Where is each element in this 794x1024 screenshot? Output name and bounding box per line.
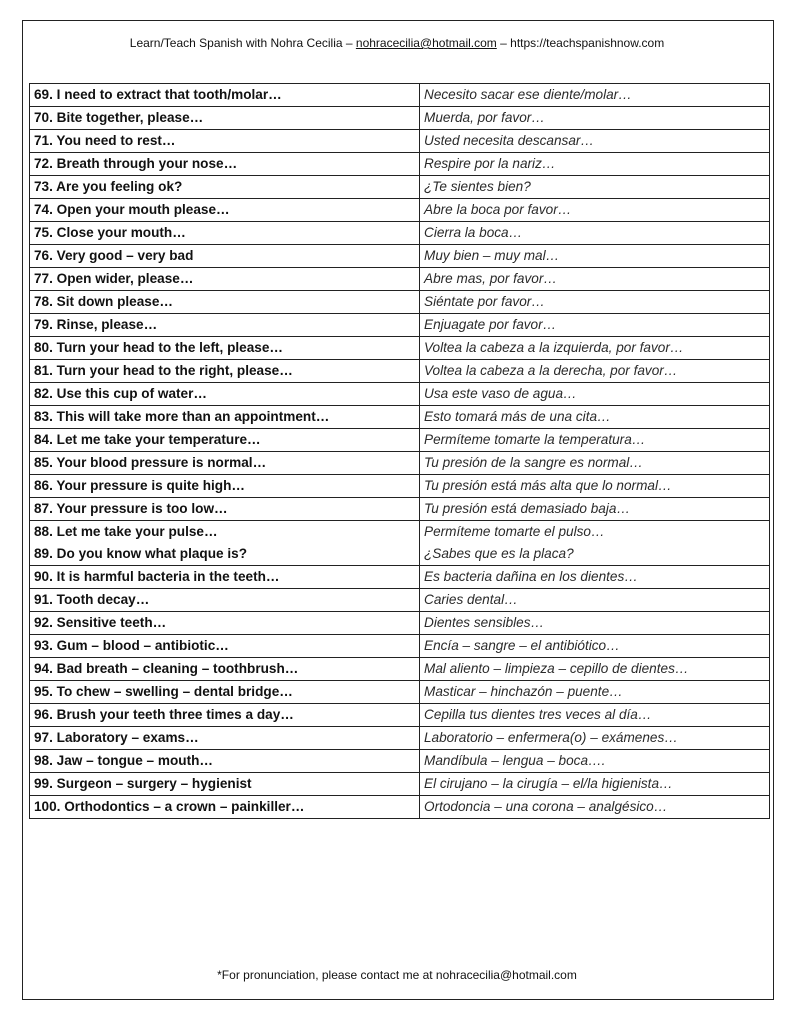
- spanish-translation: Abre la boca por favor…: [420, 199, 770, 222]
- table-row: [30, 796, 770, 819]
- table-row: [30, 750, 770, 773]
- spanish-translation: Laboratorio – enfermera(o) – exámenes…: [420, 727, 770, 750]
- english-phrase: 86. Your pressure is quite high…: [30, 475, 420, 498]
- table-row: [30, 589, 770, 612]
- spanish-translation: Esto tomará más de una cita…: [420, 406, 770, 429]
- english-phrase: 88. Let me take your pulse…: [30, 521, 420, 544]
- english-phrase: 91. Tooth decay…: [30, 589, 420, 612]
- spanish-translation: Cierra la boca…: [420, 222, 770, 245]
- english-phrase: 76. Very good – very bad: [30, 245, 420, 268]
- english-phrase: 78. Sit down please…: [30, 291, 420, 314]
- spanish-translation: Tu presión está demasiado baja…: [420, 498, 770, 521]
- spanish-translation: ¿Te sientes bien?: [420, 176, 770, 199]
- english-phrase: 85. Your blood pressure is normal…: [30, 452, 420, 475]
- spanish-translation: Voltea la cabeza a la izquierda, por favor…: [420, 337, 770, 360]
- spanish-translation: Voltea la cabeza a la derecha, por favor…: [420, 360, 770, 383]
- header-suffix: – https://teachspanishnow.com: [496, 36, 665, 50]
- english-phrase: 74. Open your mouth please…: [30, 199, 420, 222]
- table-row: [30, 84, 770, 107]
- spanish-translation: Masticar – hinchazón – puente…: [420, 681, 770, 704]
- spanish-translation: Ortodoncia – una corona – analgésico…: [420, 796, 770, 819]
- table-row: [30, 475, 770, 498]
- english-phrase: 94. Bad breath – cleaning – toothbrush…: [30, 658, 420, 681]
- english-phrase: 79. Rinse, please…: [30, 314, 420, 337]
- spanish-translation: Tu presión de la sangre es normal…: [420, 452, 770, 475]
- spanish-translation: Dientes sensibles…: [420, 612, 770, 635]
- phrase-table: [29, 83, 770, 819]
- spanish-translation: Permíteme tomarte el pulso…: [420, 521, 770, 544]
- spanish-translation: Enjuagate por favor…: [420, 314, 770, 337]
- table-row: [30, 199, 770, 222]
- english-phrase: 83. This will take more than an appointment…: [30, 406, 420, 429]
- table-row: [30, 543, 770, 566]
- english-phrase: 75. Close your mouth…: [30, 222, 420, 245]
- english-phrase: 87. Your pressure is too low…: [30, 498, 420, 521]
- spanish-translation: ¿Sabes que es la placa?: [420, 543, 770, 566]
- english-phrase: 77. Open wider, please…: [30, 268, 420, 291]
- english-phrase: 92. Sensitive teeth…: [30, 612, 420, 635]
- table-row: [30, 291, 770, 314]
- spanish-translation: Necesito sacar ese diente/molar…: [420, 84, 770, 107]
- spanish-translation: Mandíbula – lengua – boca….: [420, 750, 770, 773]
- english-phrase: 99. Surgeon – surgery – hygienist: [30, 773, 420, 796]
- spanish-translation: Siéntate por favor…: [420, 291, 770, 314]
- table-row: [30, 521, 770, 544]
- english-phrase: 73. Are you feeling ok?: [30, 176, 420, 199]
- header-email-link[interactable]: nohracecilia@hotmail.com: [355, 36, 497, 50]
- spanish-translation: Tu presión está más alta que lo normal…: [420, 475, 770, 498]
- table-row: [30, 268, 770, 291]
- table-row: [30, 406, 770, 429]
- spanish-translation: El cirujano – la cirugía – el/la higienista…: [420, 773, 770, 796]
- table-row: [30, 704, 770, 727]
- spanish-translation: Muerda, por favor…: [420, 107, 770, 130]
- table-row: [30, 635, 770, 658]
- spanish-translation: Encía – sangre – el antibiótico…: [420, 635, 770, 658]
- spanish-translation: Mal aliento – limpieza – cepillo de dientes…: [420, 658, 770, 681]
- spanish-translation: Abre mas, por favor…: [420, 268, 770, 291]
- spanish-translation: Usa este vaso de agua…: [420, 383, 770, 406]
- table-row: [30, 566, 770, 589]
- table-row: [30, 222, 770, 245]
- page-header: [0, 36, 794, 50]
- english-phrase: 72. Breath through your nose…: [30, 153, 420, 176]
- table-row: [30, 658, 770, 681]
- spanish-translation: Cepilla tus dientes tres veces al día…: [420, 704, 770, 727]
- spanish-translation: Respire por la nariz…: [420, 153, 770, 176]
- spanish-translation: Caries dental…: [420, 589, 770, 612]
- english-phrase: 100. Orthodontics – a crown – painkiller…: [30, 796, 420, 819]
- english-phrase: 82. Use this cup of water…: [30, 383, 420, 406]
- table-row: [30, 314, 770, 337]
- table-row: [30, 153, 770, 176]
- table-row: [30, 360, 770, 383]
- english-phrase: 80. Turn your head to the left, please…: [30, 337, 420, 360]
- english-phrase: 90. It is harmful bacteria in the teeth…: [30, 566, 420, 589]
- table-row: [30, 498, 770, 521]
- header-prefix: Learn/Teach Spanish with Nohra Cecilia –: [129, 36, 356, 50]
- english-phrase: 95. To chew – swelling – dental bridge…: [30, 681, 420, 704]
- spanish-translation: Es bacteria dañina en los dientes…: [420, 566, 770, 589]
- english-phrase: 69. I need to extract that tooth/molar…: [30, 84, 420, 107]
- english-phrase: 97. Laboratory – exams…: [30, 727, 420, 750]
- english-phrase: 96. Brush your teeth three times a day…: [30, 704, 420, 727]
- english-phrase: 81. Turn your head to the right, please…: [30, 360, 420, 383]
- table-row: [30, 107, 770, 130]
- table-row: [30, 130, 770, 153]
- footer-note: *For pronunciation, please contact me at nohracecilia@hotmail.com: [217, 968, 577, 982]
- english-phrase: 70. Bite together, please…: [30, 107, 420, 130]
- table-row: [30, 773, 770, 796]
- english-phrase: 89. Do you know what plaque is?: [30, 543, 420, 566]
- table-row: [30, 337, 770, 360]
- english-phrase: 71. You need to rest…: [30, 130, 420, 153]
- english-phrase: 93. Gum – blood – antibiotic…: [30, 635, 420, 658]
- english-phrase: 98. Jaw – tongue – mouth…: [30, 750, 420, 773]
- table-row: [30, 176, 770, 199]
- table-row: [30, 452, 770, 475]
- table-row: [30, 245, 770, 268]
- english-phrase: 84. Let me take your temperature…: [30, 429, 420, 452]
- spanish-translation: Muy bien – muy mal…: [420, 245, 770, 268]
- spanish-translation: Usted necesita descansar…: [420, 130, 770, 153]
- table-row: [30, 727, 770, 750]
- table-row: [30, 429, 770, 452]
- spanish-translation: Permíteme tomarte la temperatura…: [420, 429, 770, 452]
- table-row: [30, 612, 770, 635]
- table-row: [30, 681, 770, 704]
- table-row: [30, 383, 770, 406]
